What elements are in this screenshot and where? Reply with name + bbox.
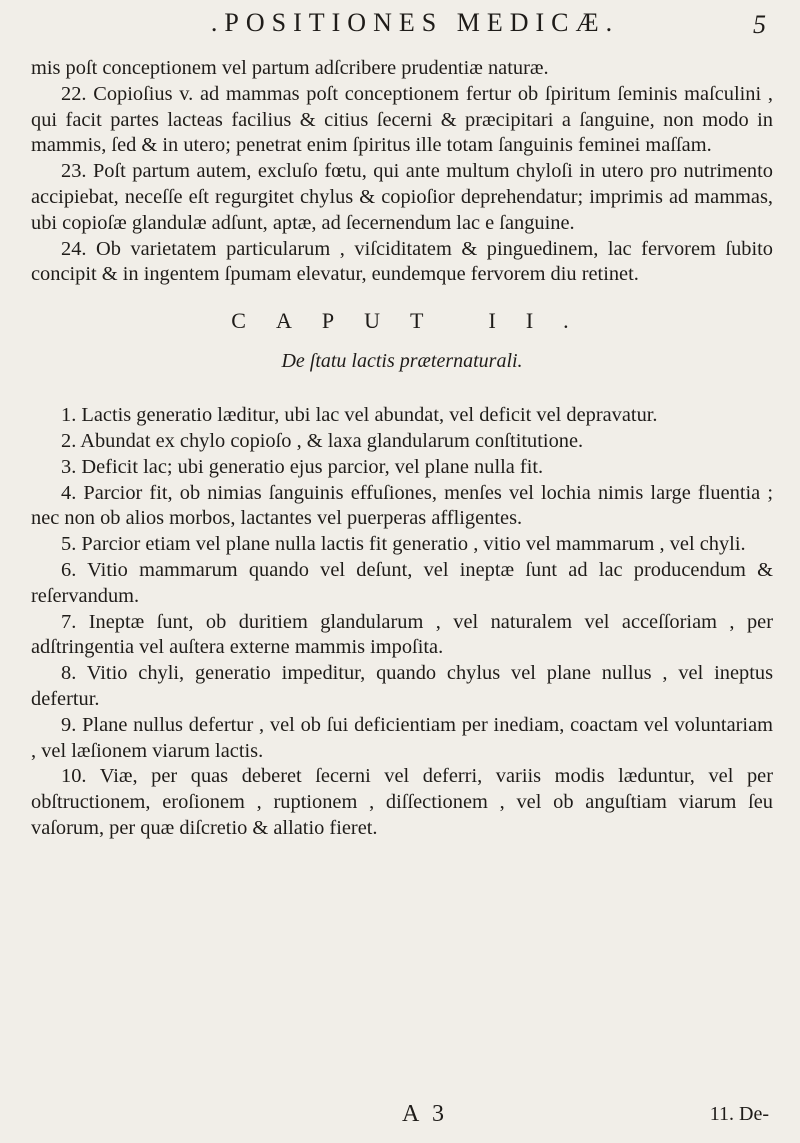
paragraph-7: 7. Ineptæ ſunt, ob duritiem glandularum , vel naturalem vel acceſſoriam , per adſtringentia vel auſtera externe mammis impoſita. <box>31 610 773 659</box>
page-header <box>0 8 800 48</box>
paragraph-24: 24. Ob varietatem particularum , viſciditatem & pinguedinem, lac fervorem ſubito concipit & in ingentem ſpumam elevatur, eundemque fervorem diu retinet. <box>31 237 773 286</box>
paragraph-2: 2. Abundat ex chylo copioſo , & laxa glandularum conſtitutione. <box>61 429 584 452</box>
paragraph-continuation: mis poſt conceptionem vel partum adſcribere prudentiæ naturæ. <box>31 57 549 79</box>
paragraph-22: 22. Copioſius v. ad mammas poſt conceptionem fertur ob ſpiritum ſeminis maſculini , qui facit partes lacteas facilius & citius ſecerni & præcipitari a ſanguine, non modo in mammis, ſed & in utero; penetrat enim ſpiritus ille totam ſanguinis feminei maſſam. <box>31 82 773 157</box>
paragraph-10: 10. Viæ, per quas deberet ſecerni vel deferri, variis modis læduntur, vel per obſtructionem, eroſionem , ruptionem , diſſectionem , vel ob anguſtiam viarum ſeu vaſorum, per quæ diſcretio & allatio fieret. <box>31 765 773 839</box>
chapter-subtitle: De ſtatu lactis præternaturali. <box>281 350 523 373</box>
paragraph-23: 23. Poſt partum autem, excluſo fœtu, qui ante multum chyloſi in utero pro nutrimento accipiebat, neceſſe eſt regurgitet chylus & copioſior deprehendatur; imprimis ad mammas, ubi copioſæ glandulæ adſunt, aptæ, ad ſecernendum lac e ſanguine. <box>31 160 773 234</box>
signature-mark: A 3 <box>402 1101 449 1127</box>
paragraph-9: 9. Plane nullus defertur , vel ob ſui deficientiam per inediam, coactam vel voluntariam , vel læſionem viarum lactis. <box>31 713 773 762</box>
paragraph-4: 4. Parcior fit, ob nimias ſanguinis effuſiones, menſes vel lochia nimis large fluentia ; nec non ob alios morbos, lactantes vel puerperas affligentes. <box>31 481 773 530</box>
paragraph-3: 3. Deficit lac; ubi generatio ejus parcior, vel plane nulla fit. <box>61 455 544 478</box>
paragraph-6: 6. Vitio mammarum quando vel deſunt, vel ineptæ ſunt ad lac producendum & reſervandum. <box>31 558 773 607</box>
page-number: 5 <box>753 10 766 39</box>
body-text <box>31 56 773 842</box>
chapter-heading: CAPUT II. <box>231 308 599 334</box>
page-footer <box>0 1101 800 1131</box>
running-title: .POSITIONES MEDICÆ. <box>210 8 620 37</box>
paragraph-1: 1. Lactis generatio læditur, ubi lac vel abundat, vel deficit vel depravatur. <box>61 404 658 427</box>
paragraph-5: 5. Parcior etiam vel plane nulla lactis fit generatio , vitio vel mammarum , vel chyli. <box>61 533 746 556</box>
paragraph-8: 8. Vitio chyli, generatio impeditur, quando chylus vel plane nullus , vel ineptus defertur. <box>31 662 773 710</box>
catchword: 11. De- <box>709 1103 769 1125</box>
